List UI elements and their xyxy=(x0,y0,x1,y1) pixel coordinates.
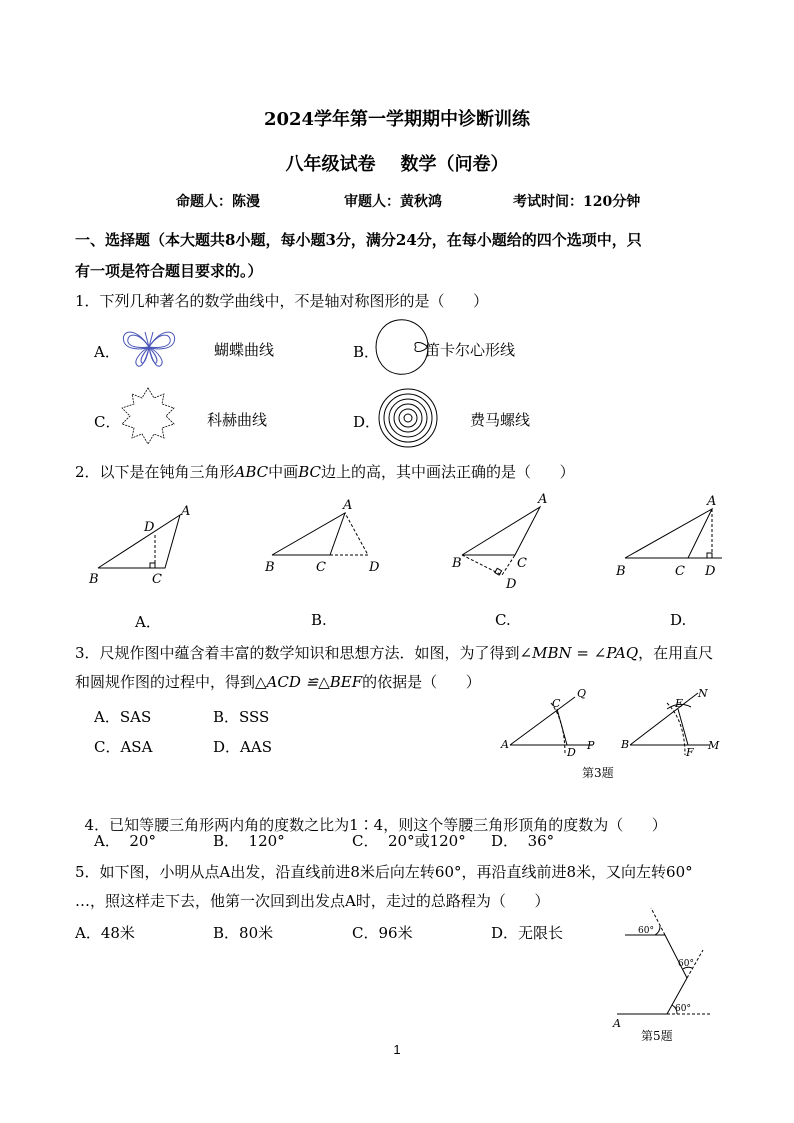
q1-option-b-letter: B． xyxy=(353,343,380,361)
q2-b-label-d: D xyxy=(369,560,380,575)
q1-option-c-letter: C． xyxy=(94,413,121,431)
q2-side-name: BC xyxy=(298,463,321,481)
q2-option-a: A． xyxy=(135,613,161,631)
q2-c-label-c: C xyxy=(517,556,527,571)
q3-stem-line1 xyxy=(75,642,713,663)
cardioid-icon xyxy=(376,318,432,376)
q5-option-c: C．96米 xyxy=(352,924,413,942)
q1-option-d-name: 费马螺线 xyxy=(470,411,531,429)
q2-stem-text: 中画 xyxy=(268,463,299,481)
q2-a-label-a: A xyxy=(181,504,191,519)
q5-stem-line1: 5．如下图，小明从点A出发，沿直线前进8米后向左转60°，再沿直线前进8米，又向左转60° xyxy=(75,863,693,881)
q4-option-a: A． 20° xyxy=(94,832,156,850)
q2-figure-d xyxy=(625,509,722,558)
q1-option-a-name: 蝴蝶曲线 xyxy=(214,341,275,359)
koch-snowflake-icon xyxy=(118,386,178,446)
q4-option-d: D． 36° xyxy=(491,832,555,850)
q5-option-b: B．80米 xyxy=(213,924,274,942)
q2-stem-text: 2．以下是在钝角三角形 xyxy=(75,463,235,481)
exam-subtitle: 八年级试卷 数学（问卷） xyxy=(285,154,509,175)
q3-stem-text: 和圆规作图的过程中，得到 xyxy=(75,673,256,691)
q2-option-c: C. xyxy=(495,611,511,629)
q3-label-e: E xyxy=(675,697,684,710)
q2-option-b: B. xyxy=(311,611,327,629)
q4-option-b: B． 120° xyxy=(213,832,285,850)
q2-c-label-b: B xyxy=(452,556,462,571)
q2-b-label-c: C xyxy=(316,560,326,575)
q3-stem-text: ，在用直尺 xyxy=(638,644,714,662)
q1-option-b-name: 笛卡尔心形线 xyxy=(425,341,516,359)
q3-figure xyxy=(495,685,735,785)
section-heading-line2: 有一项是符合题目要求的。） xyxy=(75,262,263,280)
q5-angle-label-mid: 60° xyxy=(678,959,694,969)
q2-figure-a xyxy=(98,515,180,568)
q4-stem-text: ，则这个等腰三角形顶角的度数为（ ） xyxy=(383,816,667,834)
q5-angle-label-bottom: 60° xyxy=(675,1004,691,1014)
q5-caption: 第5题 xyxy=(641,1029,673,1043)
q2-b-label-b: B xyxy=(265,560,275,575)
q5-point-a: A xyxy=(613,1017,621,1030)
q5-option-a: A．48米 xyxy=(75,924,135,942)
q5-option-d: D．无限长 xyxy=(491,924,564,942)
q2-a-label-d: D xyxy=(144,520,155,535)
q3-option-a: A．SAS xyxy=(94,708,152,726)
q3-label-f: F xyxy=(686,746,694,759)
time-label: 考试时间：120分钟 xyxy=(513,194,641,210)
q3-label-q: Q xyxy=(577,687,587,700)
q2-figure-b xyxy=(272,513,368,555)
q3-label-m: M xyxy=(708,739,720,752)
q2-a-label-b: B xyxy=(89,572,99,587)
q2-d-label-d: D xyxy=(705,564,716,579)
q3-stem-text: 的依据是（ ） xyxy=(362,673,481,691)
q2-b-label-a: A xyxy=(343,498,353,513)
q1-stem: 1．下列几种著名的数学曲线中，不是轴对称图形的是（ ） xyxy=(75,292,489,310)
q3-congruence: △ACD ≌△BEF xyxy=(255,673,363,691)
q3-option-d: D．AAS xyxy=(213,738,272,756)
butterfly-curve-icon xyxy=(118,324,180,370)
q3-label-c: C xyxy=(552,697,561,710)
q4-ratio: 1∶4 xyxy=(349,816,384,834)
q5-stem-line2: …，照这样走下去，他第一次回到出发点A时，走过的总路程为（ ） xyxy=(75,892,550,910)
q3-label-b: B xyxy=(621,738,630,751)
q3-option-b: B．SSS xyxy=(213,708,270,726)
q5-figure xyxy=(605,900,725,1045)
q1-option-c-name: 科赫曲线 xyxy=(207,411,268,429)
author-label: 命题人：陈漫 xyxy=(176,194,260,210)
q3-label-a: A xyxy=(501,738,509,751)
fermat-spiral-icon xyxy=(377,387,439,449)
q3-label-n: N xyxy=(698,687,708,700)
q2-triangle-name: ABC xyxy=(234,463,269,481)
q4-stem-text: 4．已知等腰三角形两内角的度数之比为 xyxy=(84,816,350,834)
q1-option-d-letter: D． xyxy=(353,413,381,431)
q2-a-label-c: C xyxy=(152,572,162,587)
q2-figure-c xyxy=(462,507,540,575)
q3-option-c: C．ASA xyxy=(94,738,153,756)
q3-stem-text: 3．尺规作图中蕴含着丰富的数学知识和思想方法．如图，为了得到 xyxy=(75,644,520,662)
q3-caption: 第3题 xyxy=(582,766,614,780)
q1-option-a-letter: A． xyxy=(94,343,120,361)
q2-d-label-c: C xyxy=(675,564,685,579)
q2-c-label-a: A xyxy=(538,492,548,507)
q5-angle-label-top: 60° xyxy=(638,926,654,936)
q3-label-d: D xyxy=(567,746,576,759)
q3-stem-line2 xyxy=(75,671,481,692)
q2-figures xyxy=(0,492,794,595)
q2-stem xyxy=(75,461,575,482)
q2-option-d: D. xyxy=(670,611,687,629)
q2-c-label-d: D xyxy=(506,577,517,592)
exam-title: 2024学年第一学期期中诊断训练 xyxy=(263,109,531,130)
section-heading-line1: 一、选择题（本大题共8小题，每小题3分，满分24分，在每小题给的四个选项中，只 xyxy=(75,231,642,249)
page-number: 1 xyxy=(393,1042,401,1057)
q4-option-c: C． 20°或120° xyxy=(352,832,466,850)
reviewer-label: 审题人：黄秋鸿 xyxy=(344,194,442,210)
q2-d-label-b: B xyxy=(616,564,626,579)
q2-d-label-a: A xyxy=(707,494,717,509)
q3-angle-equation: ∠MBN = ∠PAQ xyxy=(519,644,639,662)
q2-stem-text: 边上的高，其中画法正确的是（ ） xyxy=(320,463,575,481)
q3-label-p: P xyxy=(587,739,595,752)
